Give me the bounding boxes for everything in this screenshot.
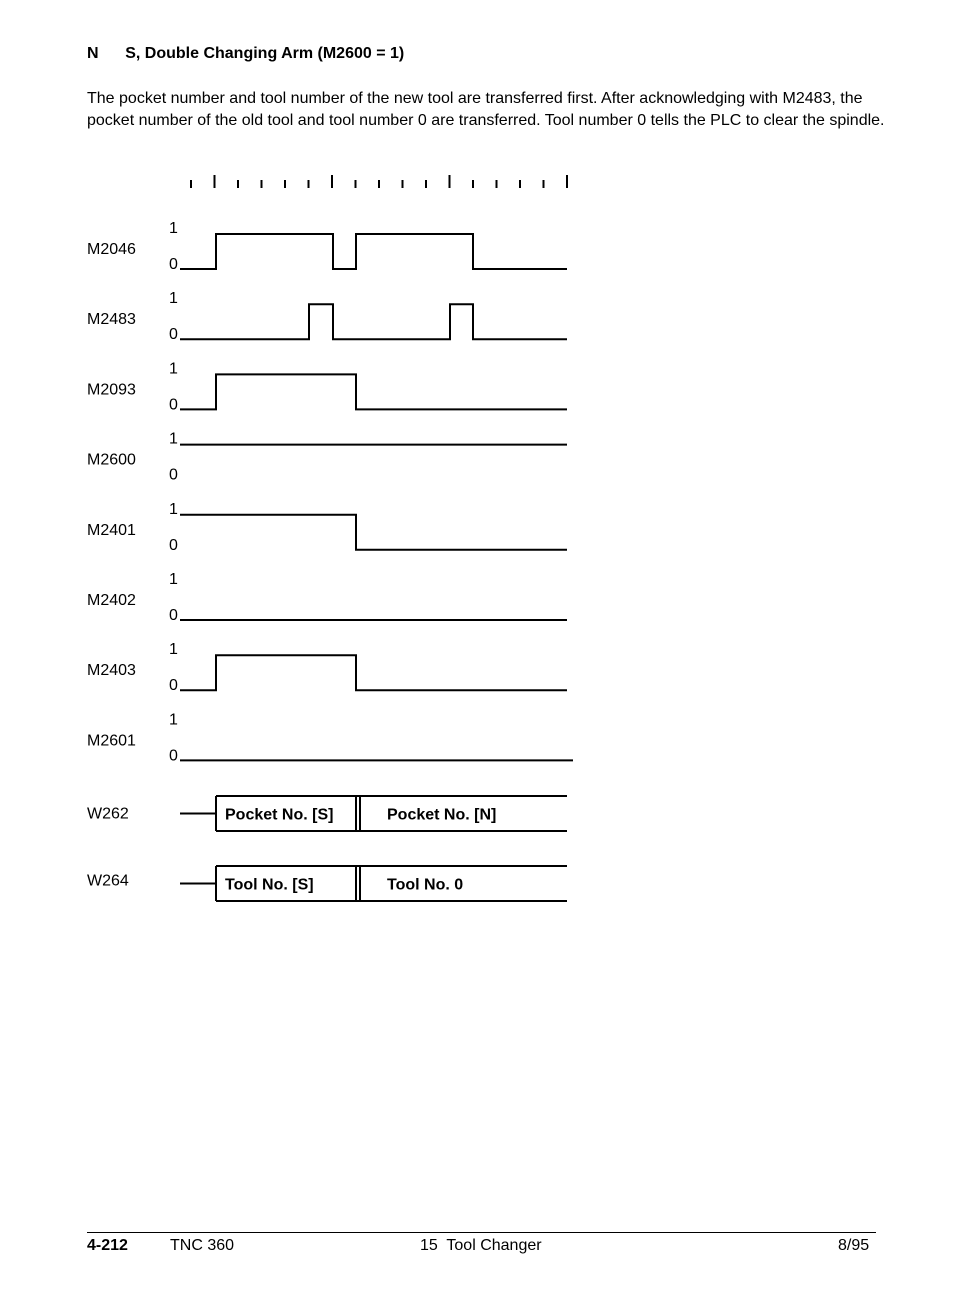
bus-label: W264	[87, 872, 129, 890]
signal-m2402	[87, 571, 567, 624]
level-high-label: 1	[169, 220, 178, 237]
intro-paragraph: The pocket number and tool number of the new tool are transferred first. After acknowledging with M2483, the pocket number of the old tool and tool number 0 are transferred. Tool number 0 tells the PLC to clear the spindle.	[87, 90, 885, 129]
signal-m2600	[87, 431, 567, 484]
bus-w264	[87, 866, 567, 901]
signal-m2483	[87, 290, 567, 343]
level-high-label: 1	[169, 500, 178, 518]
level-low-label: 0	[169, 466, 178, 484]
level-low-label: 0	[169, 607, 178, 624]
signal-label: M2601	[87, 732, 136, 750]
level-high-label: 1	[169, 571, 178, 588]
signal-label: M2402	[87, 592, 136, 609]
signal-m2046	[87, 220, 567, 273]
footer-date: 8/95	[838, 1237, 870, 1254]
level-high-label: 1	[169, 290, 178, 308]
signal-waveform	[180, 655, 567, 690]
footer-page-number: 4-212	[87, 1237, 128, 1254]
level-high-label: 1	[169, 430, 178, 448]
bus-w262	[87, 796, 567, 831]
level-high-label: 1	[169, 641, 178, 659]
footer-model: TNC 360	[170, 1237, 235, 1254]
signal-label: M2600	[87, 451, 136, 469]
signal-label: M2483	[87, 311, 136, 329]
level-low-label: 0	[169, 396, 178, 414]
signal-waveform	[180, 304, 567, 339]
signal-label: M2093	[87, 381, 136, 399]
footer-chapter: 15 Tool Changer	[420, 1237, 542, 1254]
signal-m2401	[87, 501, 567, 554]
signal-label: M2403	[87, 662, 136, 680]
level-low-label: 0	[169, 326, 178, 344]
signal-label: M2401	[87, 521, 136, 539]
footer-rule	[87, 1232, 876, 1233]
level-low-label: 0	[169, 747, 178, 765]
signal-m2601	[87, 711, 573, 764]
signal-label: M2046	[87, 241, 136, 258]
level-high-label: 1	[169, 360, 178, 378]
bus-value-second: Tool No. 0	[387, 876, 464, 894]
time-scale	[191, 175, 567, 188]
level-low-label: 0	[169, 536, 178, 554]
word-buses	[87, 796, 567, 901]
bus-label: W262	[87, 805, 129, 823]
signal-traces	[87, 220, 573, 764]
bus-value-first: Pocket No. [S]	[225, 806, 334, 824]
level-high-label: 1	[169, 711, 178, 729]
signal-waveform	[180, 234, 567, 269]
level-low-label: 0	[169, 256, 178, 273]
signal-waveform	[180, 374, 567, 409]
section-heading: N S, Double Changing Arm (M2600 = 1)	[87, 45, 405, 62]
level-low-label: 0	[169, 677, 178, 695]
signal-m2093	[87, 360, 567, 413]
signal-m2403	[87, 641, 567, 694]
bus-value-first: Tool No. [S]	[225, 876, 314, 894]
bus-value-second: Pocket No. [N]	[387, 806, 497, 824]
signal-waveform	[180, 515, 567, 550]
